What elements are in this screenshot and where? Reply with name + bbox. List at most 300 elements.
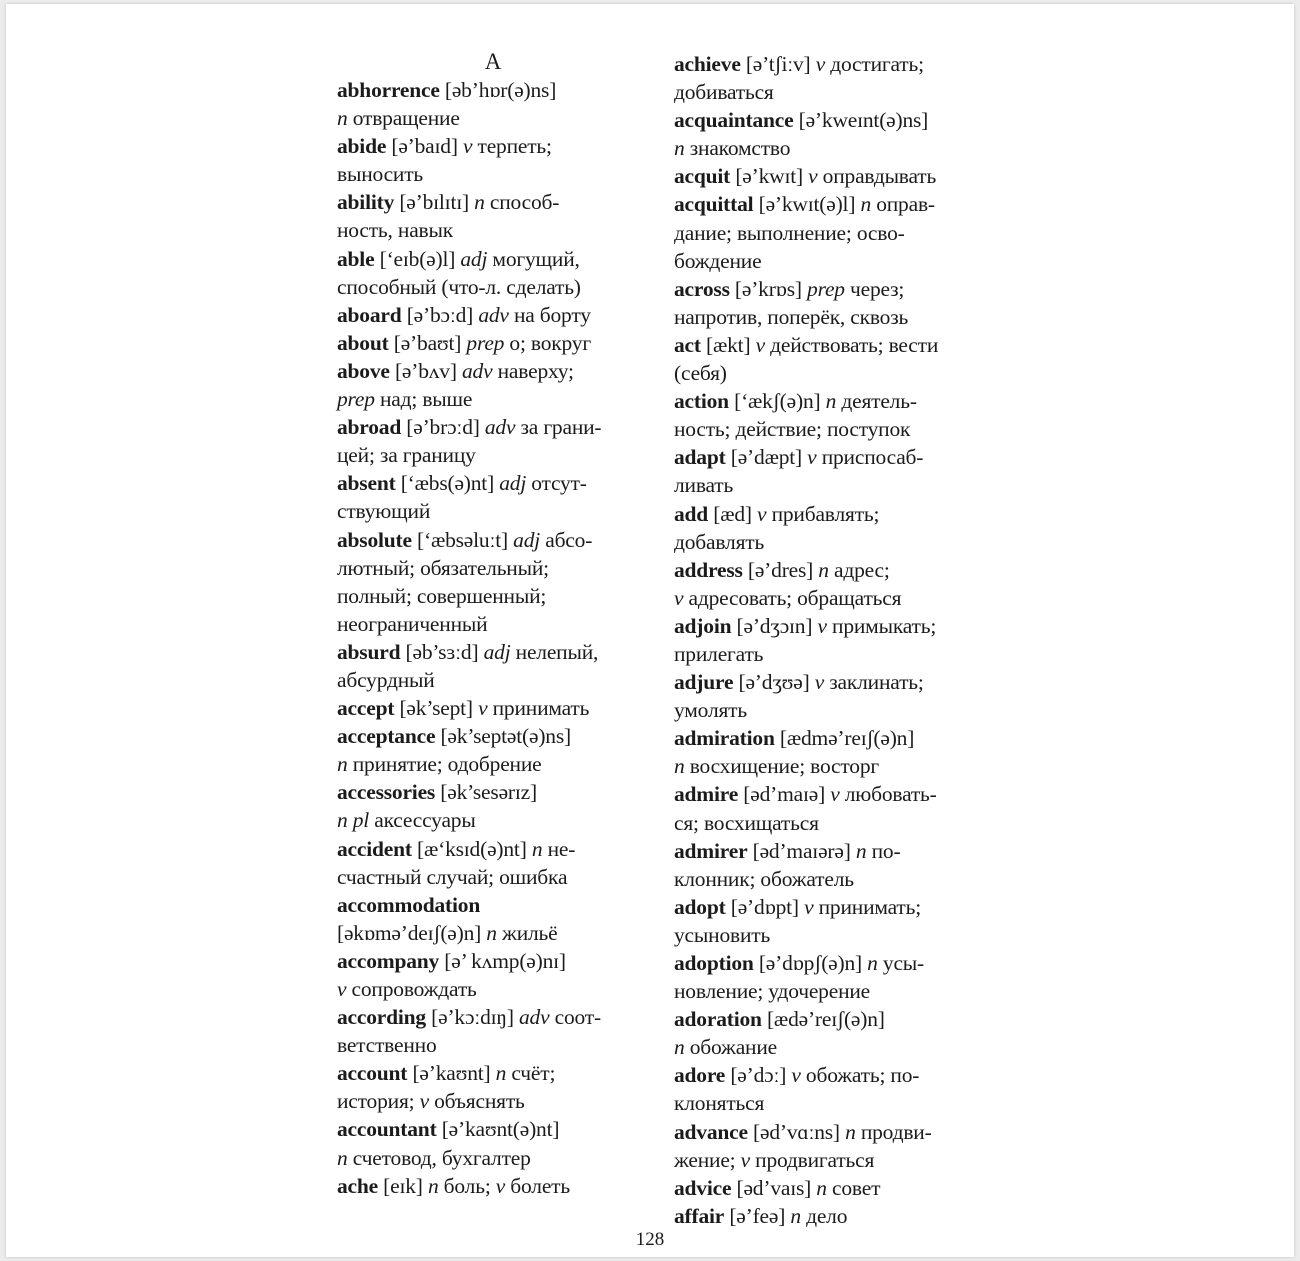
entry-line <box>674 752 986 780</box>
entry-line <box>674 247 986 275</box>
entry-line <box>674 556 986 584</box>
part-of-speech: n <box>531 836 543 861</box>
entry-text: усы- <box>877 951 924 975</box>
entry-line <box>337 835 649 863</box>
entry-text: нелепый, <box>510 639 599 664</box>
headword: advice <box>674 1175 732 1200</box>
entry-text: знакомство <box>684 136 791 161</box>
entry-line <box>337 216 649 244</box>
entry-line <box>337 104 649 132</box>
entry-line <box>674 50 986 78</box>
entry-line <box>674 584 986 612</box>
entry-line <box>337 638 649 666</box>
entry-text: болеть <box>505 1173 570 1198</box>
entry-text: продвигаться <box>749 1147 875 1172</box>
entry-text: [ə’kɔːdɪŋ] <box>425 1005 519 1030</box>
entry-line <box>337 863 649 891</box>
entry-text: [ə’brɔːd] <box>401 415 485 440</box>
entry-line <box>674 219 986 247</box>
headword: accompany <box>337 948 440 973</box>
entry-text: терпеть; <box>472 134 552 159</box>
entry-line <box>674 977 986 1005</box>
part-of-speech: n pl <box>337 808 370 833</box>
dictionary-entry <box>674 668 986 724</box>
entry-text: счёт; <box>506 1061 556 1086</box>
entry-text: над; выше <box>374 387 473 412</box>
headword: accountant <box>337 1117 437 1142</box>
entry-line <box>337 497 649 525</box>
part-of-speech: v <box>830 782 840 807</box>
dictionary-entry <box>337 413 649 469</box>
entry-text: добавлять <box>674 529 765 554</box>
dictionary-entry <box>674 331 986 387</box>
entry-text: оправдывать <box>817 164 937 189</box>
headword: abhorrence <box>337 78 440 102</box>
entry-text: [ə’bʌv] <box>389 358 462 383</box>
entry-text: дело <box>800 1203 848 1228</box>
headword: absent <box>337 471 396 496</box>
headword: about <box>337 330 389 355</box>
entry-line <box>674 500 986 528</box>
part-of-speech: v <box>807 445 817 470</box>
headword: adopt <box>674 894 726 919</box>
headword: accept <box>337 696 395 721</box>
dictionary-entry <box>674 556 986 612</box>
entry-text: дание; выполнение; осво- <box>674 220 905 245</box>
part-of-speech: n <box>790 1203 801 1228</box>
entry-text: [ə’dres] <box>742 557 819 582</box>
entry-line <box>674 668 986 696</box>
entry-text: добиваться <box>674 80 774 105</box>
page-number: 128 <box>635 1229 665 1250</box>
headword: action <box>674 389 729 414</box>
entry-text: достигать; <box>825 52 924 76</box>
entry-text: по- <box>866 838 901 863</box>
entry-line <box>337 919 649 947</box>
headword: abide <box>337 134 387 159</box>
entry-line <box>674 415 986 443</box>
dictionary-entry <box>674 893 986 949</box>
entry-text: [ə’baɪd] <box>386 134 463 159</box>
headword: accommodation <box>337 892 481 917</box>
headword: accessories <box>337 780 436 805</box>
entry-text: адрес; <box>828 557 890 582</box>
dictionary-entry <box>337 132 649 188</box>
part-of-speech: v <box>478 696 488 721</box>
entry-line <box>337 413 649 441</box>
right-column <box>674 50 986 1230</box>
entry-text: [ə’baʊt] <box>388 330 467 355</box>
part-of-speech: n <box>845 1119 856 1144</box>
entry-text: клонник; обожатель <box>674 866 854 891</box>
headword: advance <box>674 1119 748 1144</box>
entry-line <box>337 722 649 750</box>
entry-text: клоняться <box>674 1091 765 1116</box>
entry-text: [æd] <box>708 501 758 526</box>
entry-line <box>337 1059 649 1087</box>
headword: admire <box>674 782 739 807</box>
dictionary-entry <box>674 162 986 190</box>
part-of-speech: n <box>855 838 867 863</box>
part-of-speech: prep <box>466 330 505 355</box>
headword: add <box>674 501 709 526</box>
entry-line <box>674 528 986 556</box>
headword: aboard <box>337 302 402 327</box>
entry-line <box>674 612 986 640</box>
part-of-speech: v <box>804 894 814 919</box>
entry-line <box>674 1061 986 1089</box>
entry-text: не- <box>542 836 576 861</box>
part-of-speech: v <box>740 1147 750 1172</box>
entry-text: [əb’hɒr(ə)ns] <box>439 78 557 102</box>
entry-line <box>337 1087 649 1115</box>
entry-text: [‘eɪb(ə)l] <box>374 246 461 271</box>
entry-text: новление; удочерение <box>674 979 871 1004</box>
entry-text: объяснять <box>428 1089 525 1114</box>
dictionary-entry <box>337 1003 649 1059</box>
entry-line <box>674 949 986 977</box>
entry-line <box>674 275 986 303</box>
entry-text: обожать; по- <box>800 1063 920 1088</box>
part-of-speech: n <box>674 754 685 779</box>
part-of-speech: n <box>337 1145 348 1170</box>
entry-text: прибавлять; <box>766 501 880 526</box>
entry-line <box>337 806 649 834</box>
entry-line <box>337 582 649 610</box>
headword: admiration <box>674 726 775 751</box>
entry-line <box>337 469 649 497</box>
entry-text: [ə’dʒʊə] <box>733 670 815 695</box>
entry-text: через; <box>844 276 905 301</box>
entry-text: отвращение <box>347 106 460 131</box>
left-entries <box>337 76 649 1200</box>
part-of-speech: v <box>674 585 684 610</box>
entry-text: жение; <box>674 1147 741 1172</box>
entry-text: примыкать; <box>826 613 937 638</box>
entry-line <box>337 554 649 582</box>
entry-text: [əkɒmə’deɪʃ(ə)n] <box>337 920 487 945</box>
part-of-speech: adv <box>518 1005 550 1030</box>
part-of-speech: prep <box>337 387 375 412</box>
entry-text: [ə’ kʌmp(ə)nɪ] <box>439 948 566 973</box>
entry-text: [ə’kaʊnt(ə)nt] <box>436 1117 560 1142</box>
entry-text: неограниченный <box>337 611 488 636</box>
entry-text: на борту <box>508 302 591 327</box>
entry-text: ность; действие; поступок <box>674 417 911 442</box>
part-of-speech: adv <box>484 415 516 440</box>
dictionary-entry <box>674 949 986 1005</box>
entry-text: принимать <box>487 696 590 721</box>
entry-text: принимать; <box>813 894 921 919</box>
entry-text: [‘æbsəluːt] <box>411 527 514 552</box>
entry-line <box>337 947 649 975</box>
dictionary-entry <box>337 245 649 301</box>
dictionary-entry <box>337 778 649 834</box>
entry-text: [ə’bɪlɪtɪ] <box>394 190 475 215</box>
dictionary-entry <box>337 357 649 413</box>
entry-line <box>337 160 649 188</box>
dictionary-entry <box>337 638 649 694</box>
entry-line <box>337 357 649 385</box>
part-of-speech: v <box>791 1063 801 1088</box>
entry-line <box>674 865 986 893</box>
dictionary-entry <box>674 190 986 274</box>
entry-line <box>674 696 986 724</box>
headword: according <box>337 1005 426 1030</box>
headword: act <box>674 332 701 357</box>
dictionary-entry <box>337 188 649 244</box>
entry-line <box>674 134 986 162</box>
part-of-speech: n <box>674 136 685 161</box>
entry-text: [ə’krɒs] <box>729 276 808 301</box>
headword: across <box>674 276 730 301</box>
headword: adore <box>674 1063 726 1088</box>
part-of-speech: n <box>860 192 872 217</box>
entry-line <box>674 1033 986 1061</box>
headword: account <box>337 1061 408 1086</box>
dictionary-entry <box>674 50 986 106</box>
section-letter: A <box>484 49 502 74</box>
entry-text: [ək’sesərɪz] <box>435 780 537 805</box>
entry-text: полный; совершенный; <box>337 583 547 608</box>
entry-line <box>337 329 649 357</box>
part-of-speech: v <box>808 164 818 189</box>
entry-line <box>674 1174 986 1202</box>
entry-text: сопровождать <box>346 977 477 1001</box>
entry-text: [‘ækʃ(ə)n] <box>728 389 826 414</box>
part-of-speech: adv <box>478 302 509 327</box>
entry-text: [əd’vaɪs] <box>731 1175 817 1200</box>
dictionary-entry <box>337 1172 649 1200</box>
headword: adjure <box>674 670 734 695</box>
entry-line <box>337 273 649 301</box>
entry-line <box>674 359 986 387</box>
entry-line <box>337 1115 649 1143</box>
entry-line <box>674 1005 986 1033</box>
dictionary-entry <box>674 387 986 443</box>
headword: adapt <box>674 445 726 470</box>
entry-line <box>674 162 986 190</box>
part-of-speech: n <box>674 1035 685 1060</box>
entry-line <box>674 1118 986 1146</box>
entry-line <box>337 1144 649 1172</box>
entry-text: ветственно <box>337 1033 437 1058</box>
dictionary-entry <box>674 1202 986 1230</box>
entry-text: наверху; <box>492 358 574 383</box>
part-of-speech: n <box>867 951 878 975</box>
entry-text: способ- <box>484 190 560 215</box>
entry-line <box>674 640 986 668</box>
dictionary-entry <box>337 947 649 1003</box>
entry-text: [ædə’reɪʃ(ə)n] <box>761 1007 885 1032</box>
entry-text: [əb’sɜːd] <box>400 639 484 664</box>
entry-line <box>674 106 986 134</box>
entry-text: восхищение; восторг <box>684 754 880 779</box>
dictionary-entry <box>674 1005 986 1061</box>
entry-line <box>337 666 649 694</box>
entry-text: заклинать; <box>824 670 924 695</box>
entry-text: [ædmə’reɪʃ(ə)n] <box>774 726 915 751</box>
headword: ache <box>337 1173 378 1198</box>
dictionary-entry <box>674 1174 986 1202</box>
entry-text: принятие; одобрение <box>347 752 542 777</box>
headword: address <box>674 557 743 582</box>
entry-text: лютный; обязательный; <box>337 555 549 580</box>
entry-line <box>337 694 649 722</box>
part-of-speech: v <box>755 332 765 357</box>
entry-line <box>337 1003 649 1031</box>
entry-line <box>337 441 649 469</box>
entry-text: за грани- <box>515 415 602 440</box>
headword: ability <box>337 190 395 215</box>
entry-line <box>337 188 649 216</box>
entry-text: приспосаб- <box>816 445 924 470</box>
entry-text: ся; восхищаться <box>674 810 819 835</box>
entry-line <box>337 975 649 1003</box>
entry-text: [ə’bɔːd] <box>401 302 479 327</box>
part-of-speech: n <box>825 389 837 414</box>
dictionary-entry <box>337 76 649 132</box>
headword: adoption <box>674 951 754 975</box>
right-entries <box>674 50 986 1230</box>
entry-text: [ə’dɒpt] <box>725 894 805 919</box>
dictionary-entry <box>337 526 649 638</box>
dictionary-page <box>6 4 1294 1257</box>
part-of-speech: v <box>495 1173 506 1198</box>
part-of-speech: adj <box>483 639 511 664</box>
entry-line <box>674 471 986 499</box>
part-of-speech: v <box>462 134 473 159</box>
entry-text: выносить <box>337 162 424 187</box>
headword: acquit <box>674 164 731 189</box>
dictionary-entry <box>337 722 649 778</box>
entry-text: [ə’dʒɔɪn] <box>731 613 818 638</box>
entry-text: [‘æbs(ə)nt] <box>395 471 500 496</box>
entry-text: адресовать; обращаться <box>683 585 902 610</box>
entry-text: [ækt] <box>700 332 756 357</box>
entry-text: [æ‘ksɪd(ə)nt] <box>411 836 532 861</box>
dictionary-entry <box>674 780 986 836</box>
headword: acquittal <box>674 192 754 217</box>
entry-text: цей; за границу <box>337 443 476 468</box>
headword: able <box>337 246 375 271</box>
dictionary-entry <box>674 1118 986 1174</box>
entry-line <box>337 750 649 778</box>
dictionary-entry <box>674 443 986 499</box>
entry-text: (себя) <box>674 361 727 386</box>
dictionary-entry <box>674 724 986 780</box>
entry-text: абсо- <box>540 527 593 552</box>
entry-text: бождение <box>674 248 762 273</box>
headword: absolute <box>337 527 412 552</box>
entry-line <box>674 1089 986 1117</box>
entry-text: напротив, поперёк, сквозь <box>674 304 909 329</box>
entry-line <box>674 1146 986 1174</box>
dictionary-entry <box>674 837 986 893</box>
entry-line <box>674 78 986 106</box>
part-of-speech: n <box>486 920 497 945</box>
entry-text: [ə’kwɪt(ə)l] <box>753 192 861 217</box>
dictionary-entry <box>337 469 649 525</box>
part-of-speech: v <box>337 977 347 1001</box>
part-of-speech: adj <box>460 246 488 271</box>
part-of-speech: n <box>474 190 485 215</box>
entry-text: ность, навык <box>337 218 453 243</box>
part-of-speech: v <box>817 613 827 638</box>
headword: above <box>337 358 390 383</box>
part-of-speech: v <box>419 1089 429 1114</box>
entry-text: совет <box>826 1175 881 1200</box>
entry-text: [ə’dɒpʃ(ə)n] <box>753 951 868 975</box>
entry-text: усыновить <box>674 922 771 947</box>
headword: adoration <box>674 1007 762 1032</box>
dictionary-entry <box>674 106 986 162</box>
entry-line <box>337 76 649 104</box>
entry-line <box>337 245 649 273</box>
entry-text: [ə’tʃiːv] <box>740 52 816 76</box>
entry-text: любовать- <box>839 782 937 807</box>
entry-text: [ək’sept] <box>394 696 479 721</box>
entry-text: [ə’kwɪt] <box>730 164 809 189</box>
dictionary-entry <box>337 694 649 722</box>
entry-text: аксессуары <box>369 808 476 833</box>
part-of-speech: prep <box>807 276 845 301</box>
entry-line <box>674 387 986 415</box>
entry-text: способный (что-л. сделать) <box>337 274 581 299</box>
entry-line <box>337 891 649 919</box>
entry-line <box>674 1202 986 1230</box>
headword: acceptance <box>337 724 436 749</box>
entry-text: история; <box>337 1089 420 1114</box>
dictionary-entry <box>337 835 649 891</box>
dictionary-entry <box>674 500 986 556</box>
entry-text: действовать; вести <box>764 332 939 357</box>
entry-line <box>674 331 986 359</box>
entry-line <box>337 778 649 806</box>
entry-line <box>337 301 649 329</box>
part-of-speech: n <box>337 752 348 777</box>
dictionary-entry <box>337 301 649 329</box>
part-of-speech: v <box>814 670 825 695</box>
entry-text: [ə’kweɪnt(ə)ns] <box>793 108 929 133</box>
headword: absurd <box>337 639 401 664</box>
entry-text: умолять <box>674 698 747 723</box>
headword: adjoin <box>674 613 732 638</box>
headword: affair <box>674 1203 725 1228</box>
entry-text: [ə’dɔː] <box>725 1063 792 1088</box>
entry-line <box>674 809 986 837</box>
entry-text: счетовод, бухгалтер <box>347 1145 531 1170</box>
entry-text: абсурдный <box>337 667 435 692</box>
part-of-speech: adj <box>513 527 541 552</box>
dictionary-entry <box>674 275 986 331</box>
entry-line <box>337 526 649 554</box>
entry-line <box>674 837 986 865</box>
part-of-speech: n <box>337 106 348 131</box>
left-column <box>337 48 649 1200</box>
headword: abroad <box>337 415 402 440</box>
entry-text: отсут- <box>526 471 587 496</box>
entry-text: соот- <box>549 1005 601 1030</box>
entry-text: обожание <box>684 1035 777 1060</box>
entry-line <box>337 385 649 413</box>
entry-text: [ə’kaʊnt] <box>407 1061 496 1086</box>
part-of-speech: v <box>815 52 826 76</box>
entry-text: [ə’feə] <box>724 1203 791 1228</box>
part-of-speech: adv <box>462 358 493 383</box>
dictionary-entry <box>674 1061 986 1117</box>
entry-line <box>674 921 986 949</box>
